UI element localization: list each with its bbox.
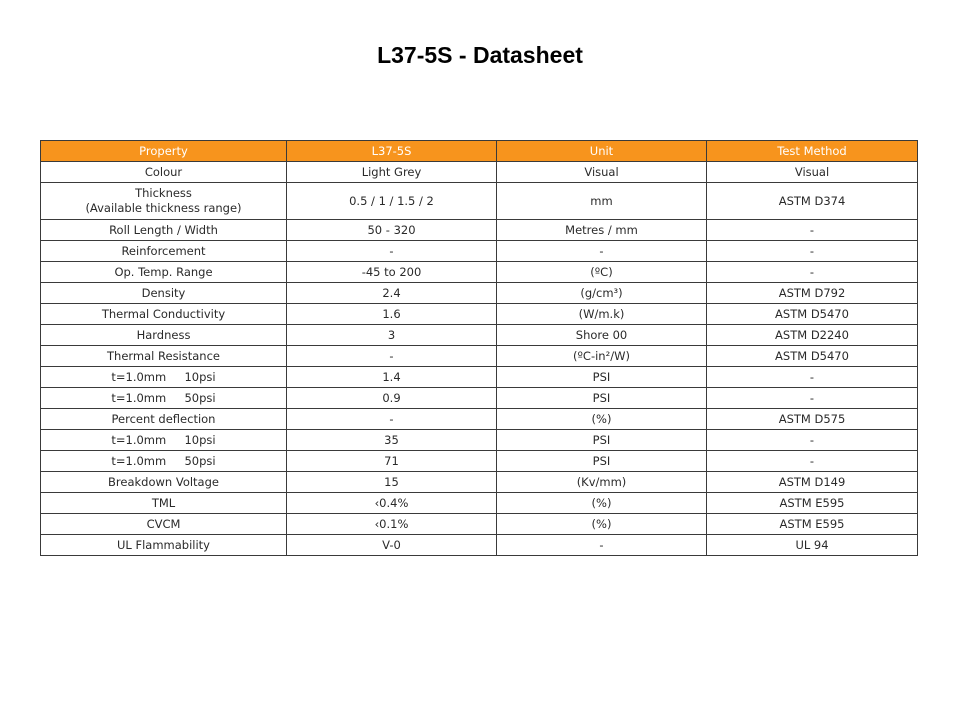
table-row [41,183,918,220]
cell-value: 2.4 [287,283,497,304]
cell-property: Percent deflection [41,409,287,430]
cell-property: t=1.0mm 50psi [41,388,287,409]
cell-property: Colour [41,162,287,183]
cell-unit: mm [497,183,707,220]
table-row [41,535,918,556]
cell-unit: - [497,535,707,556]
cell-unit: (g/cm³) [497,283,707,304]
cell-property: t=1.0mm 10psi [41,430,287,451]
cell-property: UL Flammability [41,535,287,556]
cell-unit: - [497,241,707,262]
cell-property-main: Thickness [135,186,192,200]
cell-unit: PSI [497,367,707,388]
cell-method: ASTM D792 [707,283,918,304]
table-header-row [41,141,918,162]
cell-value: 1.4 [287,367,497,388]
cell-property-sub: (Available thickness range) [85,201,242,215]
cell-method: - [707,241,918,262]
cell-method: ASTM D149 [707,472,918,493]
cell-unit: PSI [497,430,707,451]
cell-method: ASTM D5470 [707,304,918,325]
cell-value: 50 - 320 [287,220,497,241]
table-row [41,325,918,346]
cell-method: UL 94 [707,535,918,556]
table-row [41,451,918,472]
cell-property: Density [41,283,287,304]
cell-value: 35 [287,430,497,451]
cell-method: - [707,430,918,451]
cell-property: CVCM [41,514,287,535]
cell-value: 15 [287,472,497,493]
header-test-method: Test Method [707,141,918,162]
cell-unit: (ºC) [497,262,707,283]
table-row [41,220,918,241]
page-title: L37-5S - Datasheet [377,42,583,68]
cell-method: - [707,220,918,241]
cell-unit: (%) [497,493,707,514]
table-row [41,388,918,409]
cell-property: Thermal Resistance [41,346,287,367]
cell-method: - [707,451,918,472]
cell-value: 0.9 [287,388,497,409]
table-row [41,493,918,514]
table-row [41,430,918,451]
cell-unit: Metres / mm [497,220,707,241]
cell-unit: PSI [497,451,707,472]
cell-value: ‹0.1% [287,514,497,535]
cell-unit: (ºC-in²/W) [497,346,707,367]
cell-value: Light Grey [287,162,497,183]
cell-method: ASTM E595 [707,514,918,535]
cell-method: - [707,262,918,283]
cell-value: -45 to 200 [287,262,497,283]
cell-property: t=1.0mm 50psi [41,451,287,472]
cell-property: Hardness [41,325,287,346]
cell-method: ASTM D374 [707,183,918,220]
cell-property: Op. Temp. Range [41,262,287,283]
table-row [41,409,918,430]
datasheet-table [40,140,918,556]
cell-method: ASTM D2240 [707,325,918,346]
cell-unit: (W/m.k) [497,304,707,325]
cell-property: Reinforcement [41,241,287,262]
cell-value: - [287,409,497,430]
cell-value: - [287,241,497,262]
cell-property [41,183,287,220]
table-row [41,367,918,388]
cell-method: ASTM D575 [707,409,918,430]
cell-value: 1.6 [287,304,497,325]
cell-value: 0.5 / 1 / 1.5 / 2 [287,183,497,220]
cell-method: ASTM E595 [707,493,918,514]
cell-unit: (%) [497,409,707,430]
header-unit: Unit [497,141,707,162]
cell-value: 71 [287,451,497,472]
header-value: L37-5S [287,141,497,162]
table-row [41,472,918,493]
cell-property: Thermal Conductivity [41,304,287,325]
cell-unit: (Kv/mm) [497,472,707,493]
table-row [41,283,918,304]
cell-value: V-0 [287,535,497,556]
table-row [41,514,918,535]
cell-value: - [287,346,497,367]
table-row [41,241,918,262]
cell-value: 3 [287,325,497,346]
table-row [41,304,918,325]
cell-method: - [707,367,918,388]
cell-unit: (%) [497,514,707,535]
table-row [41,262,918,283]
cell-property: Roll Length / Width [41,220,287,241]
cell-property: t=1.0mm 10psi [41,367,287,388]
cell-method: - [707,388,918,409]
cell-value: ‹0.4% [287,493,497,514]
table-row [41,162,918,183]
cell-method: ASTM D5470 [707,346,918,367]
cell-unit: Visual [497,162,707,183]
table-row [41,346,918,367]
cell-property: Breakdown Voltage [41,472,287,493]
cell-unit: Shore 00 [497,325,707,346]
header-property: Property [41,141,287,162]
cell-property: TML [41,493,287,514]
cell-method: Visual [707,162,918,183]
cell-unit: PSI [497,388,707,409]
